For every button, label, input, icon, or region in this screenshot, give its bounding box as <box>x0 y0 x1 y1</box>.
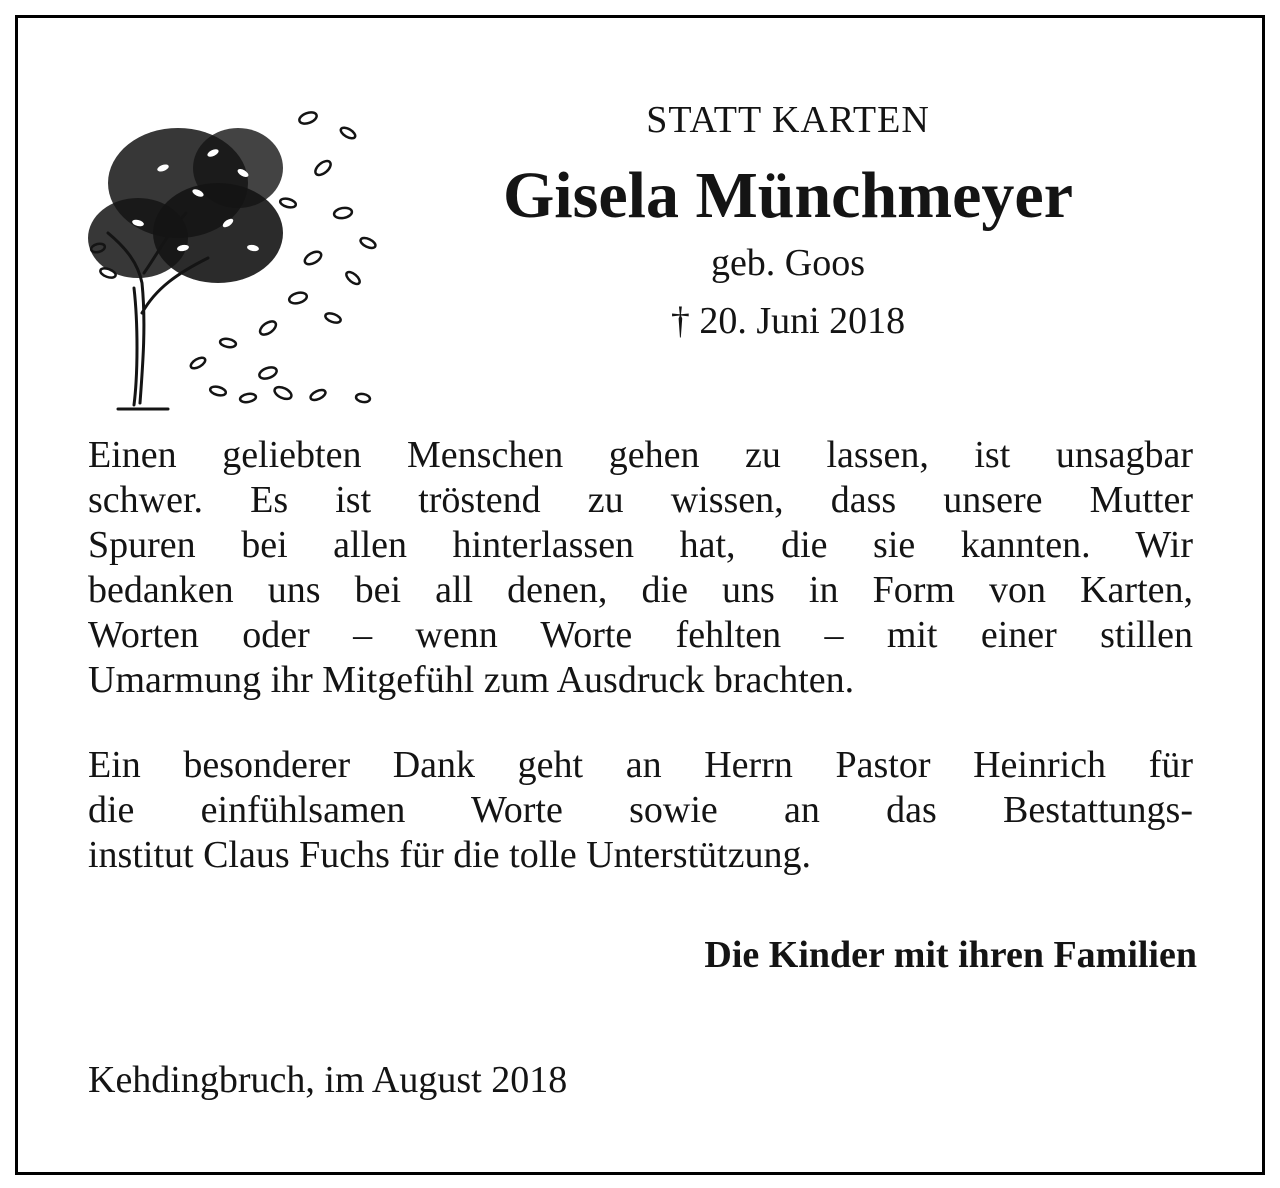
paragraph-line: bedanken uns bei all denen, die uns in Form von Karten, <box>88 569 1193 611</box>
paragraph-line: Spuren bei allen hinterlassen hat, die sie kannten. Wir <box>88 524 1193 566</box>
notice-header <box>398 98 1178 346</box>
paragraph-line: schwer. Es ist tröstend zu wissen, dass unsere Mutter <box>88 479 1193 521</box>
deceased-name: Gisela Münchmeyer <box>502 159 1074 232</box>
tree-with-falling-leaves-icon <box>68 73 398 413</box>
birth-name: geb. Goos <box>710 242 866 284</box>
paragraph-line: institut Claus Fuchs für die tolle Unterstützung. <box>88 834 811 876</box>
paragraph-line: die einfühlsamen Worte sowie an das Bestattungs- <box>88 789 1193 831</box>
signature: Die Kinder mit ihren Familien <box>704 934 1197 976</box>
paragraph-line: Worten oder – wenn Worte fehlten – mit einer stillen <box>88 614 1193 656</box>
obituary-notice <box>15 15 1265 1175</box>
thanks-paragraph-1 <box>88 433 1193 703</box>
paragraph-line: Ein besonderer Dank geht an Herrn Pastor Heinrich für <box>88 744 1193 786</box>
kicker-text: STATT KARTEN <box>646 99 930 141</box>
paragraph-line: Umarmung ihr Mitgefühl zum Ausdruck brachten. <box>88 659 855 701</box>
thanks-paragraph-2 <box>88 743 1193 878</box>
paragraph-line: Einen geliebten Menschen gehen zu lassen, ist unsagbar <box>88 434 1193 476</box>
place-date: Kehdingbruch, im August 2018 <box>88 1059 568 1101</box>
death-date: † 20. Juni 2018 <box>670 300 906 342</box>
